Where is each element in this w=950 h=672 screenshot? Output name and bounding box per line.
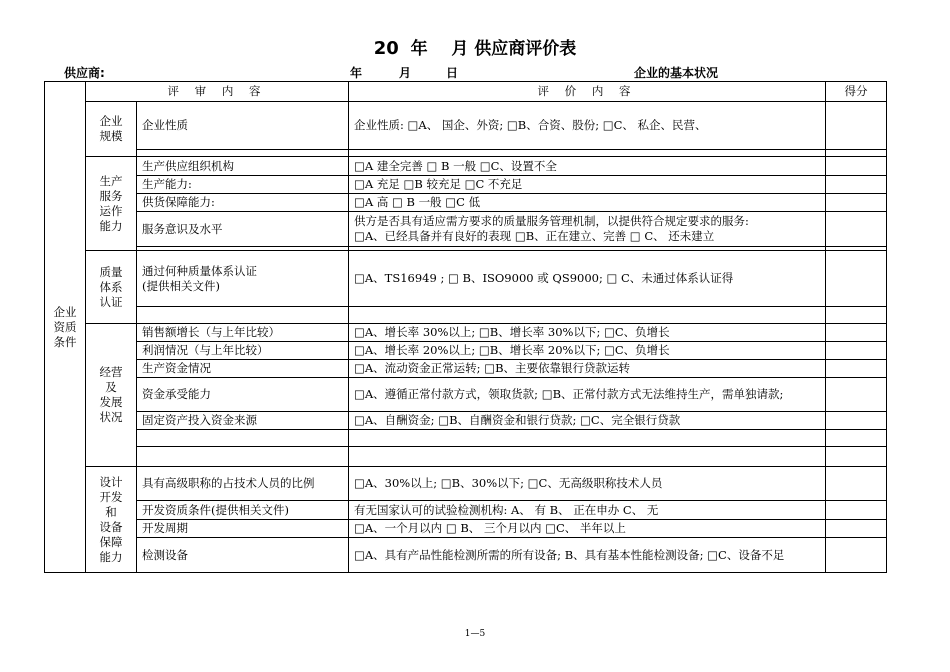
review-item-cell: 具有高级职称的占技术人员的比例 bbox=[137, 467, 349, 501]
spacer-cell bbox=[349, 307, 826, 324]
title-year-number: 20 bbox=[373, 38, 399, 59]
table-header-row bbox=[45, 82, 887, 102]
table-row bbox=[45, 501, 887, 520]
score-cell[interactable] bbox=[826, 467, 887, 501]
group-label-cell: 生产 服务 运作 能力 bbox=[86, 157, 137, 251]
evaluation-cell: □A 充足 □B 较充足 □C 不充足 bbox=[349, 176, 826, 194]
evaluation-cell: □A、TS16949 ; □ B、ISO9000 或 QS9000; □ C、未通过体系认证得 bbox=[349, 251, 826, 307]
table-row bbox=[45, 251, 887, 307]
review-item-cell: 检测设备 bbox=[137, 538, 349, 573]
score-cell[interactable] bbox=[826, 212, 887, 247]
table-row bbox=[45, 102, 887, 150]
review-item-cell: 开发资质条件(提供相关文件) bbox=[137, 501, 349, 520]
table-row bbox=[45, 212, 887, 247]
title-month-char: 月 bbox=[451, 39, 469, 59]
score-cell[interactable] bbox=[826, 501, 887, 520]
table-row bbox=[45, 157, 887, 176]
table-row bbox=[45, 378, 887, 412]
header-review-content: 评 审 内 容 bbox=[86, 82, 349, 102]
score-cell[interactable] bbox=[826, 102, 887, 150]
table-row bbox=[45, 176, 887, 194]
review-item-cell: 通过何种质量体系认证 (提供相关文件) bbox=[137, 251, 349, 307]
score-cell[interactable] bbox=[826, 157, 887, 176]
title-year-char: 年 bbox=[410, 39, 428, 59]
table-row bbox=[45, 467, 887, 501]
score-cell[interactable] bbox=[826, 412, 887, 430]
header-evaluation-content: 评 价 内 容 bbox=[349, 82, 826, 102]
evaluation-table bbox=[44, 81, 887, 573]
group-label-cell: 企业 规模 bbox=[86, 102, 137, 157]
spacer-cell bbox=[137, 447, 349, 467]
table-row bbox=[45, 520, 887, 538]
table-row bbox=[45, 194, 887, 212]
table-row bbox=[45, 412, 887, 430]
review-item-cell: 销售额增长（与上年比较） bbox=[137, 324, 349, 342]
review-item-cell: 利润情况（与上年比较） bbox=[137, 342, 349, 360]
page-number: 1—5 bbox=[464, 629, 486, 639]
review-item-cell: 生产资金情况 bbox=[137, 360, 349, 378]
spacer-cell bbox=[826, 447, 887, 467]
evaluation-cell: 有无国家认可的试验检测机构: A、 有 B、 正在申办 C、 无 bbox=[349, 501, 826, 520]
review-item-cell: 资金承受能力 bbox=[137, 378, 349, 412]
spacer-cell bbox=[349, 447, 826, 467]
evaluation-cell: □A、增长率 20%以上; □B、增长率 20%以下; □C、负增长 bbox=[349, 342, 826, 360]
score-cell[interactable] bbox=[826, 176, 887, 194]
score-cell[interactable] bbox=[826, 538, 887, 573]
header-score: 得分 bbox=[826, 82, 887, 102]
table-row bbox=[45, 538, 887, 573]
date-day-label: 日 bbox=[446, 66, 459, 80]
review-item-cell: 生产供应组织机构 bbox=[137, 157, 349, 176]
review-item-cell: 固定资产投入资金来源 bbox=[137, 412, 349, 430]
evaluation-cell: □A、一个月以内 □ B、 三个月以内 □C、 半年以上 bbox=[349, 520, 826, 538]
date-month-label: 月 bbox=[399, 66, 412, 80]
spacer-cell bbox=[826, 307, 887, 324]
evaluation-cell: □A、自酬资金; □B、自酬资金和银行贷款; □C、完全银行贷款 bbox=[349, 412, 826, 430]
supplier-label: 供应商: bbox=[64, 66, 105, 80]
score-cell[interactable] bbox=[826, 520, 887, 538]
review-item-cell: 供货保障能力: bbox=[137, 194, 349, 212]
date-year-label: 年 bbox=[350, 66, 363, 80]
score-cell[interactable] bbox=[826, 324, 887, 342]
evaluation-cell bbox=[349, 430, 826, 447]
table-row bbox=[45, 360, 887, 378]
group-label-cell: 设计 开发 和 设备 保障 能力 bbox=[86, 467, 137, 573]
score-cell[interactable] bbox=[826, 360, 887, 378]
evaluation-cell: □A、增长率 30%以上; □B、增长率 30%以下; □C、负增长 bbox=[349, 324, 826, 342]
evaluation-table-body bbox=[45, 82, 887, 573]
spacer-cell bbox=[826, 150, 887, 157]
group-spacer-row bbox=[45, 150, 887, 157]
group-spacer-row bbox=[45, 447, 887, 467]
evaluation-cell: □A、遵循正常付款方式，领取货款; □B、正常付款方式无法维持生产，需单独请款; bbox=[349, 378, 826, 412]
score-cell[interactable] bbox=[826, 430, 887, 447]
review-item-cell bbox=[137, 430, 349, 447]
spacer-cell bbox=[137, 307, 349, 324]
evaluation-cell: □A、具有产品性能检测所需的所有设备; B、具有基本性能检测设备; □C、设备不足 bbox=[349, 538, 826, 573]
spacer-cell bbox=[137, 150, 349, 157]
spacer-cell bbox=[349, 150, 826, 157]
evaluation-cell: □A、流动资金正常运转; □B、主要依靠银行贷款运转 bbox=[349, 360, 826, 378]
evaluation-cell: □A 高 □ B 一般 □C 低 bbox=[349, 194, 826, 212]
evaluation-cell: 企业性质: □A、 国企、外资; □B、合资、股份; □C、 私企、民营、 bbox=[349, 102, 826, 150]
evaluation-cell: □A 建全完善 □ B 一般 □C、设置不全 bbox=[349, 157, 826, 176]
table-row bbox=[45, 430, 887, 447]
table-row bbox=[45, 342, 887, 360]
review-item-cell: 企业性质 bbox=[137, 102, 349, 150]
group-spacer-row bbox=[45, 307, 887, 324]
evaluation-cell: □A、30%以上; □B、30%以下; □C、无高级职称技术人员 bbox=[349, 467, 826, 501]
main-category-cell: 企业 资质 条件 bbox=[45, 82, 86, 573]
basic-status-label: 企业的基本状况 bbox=[634, 66, 719, 80]
group-label-cell: 质量 体系 认证 bbox=[86, 251, 137, 324]
score-cell[interactable] bbox=[826, 342, 887, 360]
table-row bbox=[45, 324, 887, 342]
title-text: 供应商评价表 bbox=[474, 39, 577, 59]
review-item-cell: 开发周期 bbox=[137, 520, 349, 538]
score-cell[interactable] bbox=[826, 378, 887, 412]
group-label-cell: 经营 及 发展 状况 bbox=[86, 324, 137, 467]
evaluation-cell: 供方是否具有适应需方要求的质量服务管理机制，以提供符合规定要求的服务: □A、已经具备并有良好的表现 □B、正在建立、完善 □ C、 还未建立 bbox=[349, 212, 826, 247]
score-cell[interactable] bbox=[826, 251, 887, 307]
score-cell[interactable] bbox=[826, 194, 887, 212]
review-item-cell: 服务意识及水平 bbox=[137, 212, 349, 247]
review-item-cell: 生产能力: bbox=[137, 176, 349, 194]
form-title bbox=[0, 34, 950, 59]
